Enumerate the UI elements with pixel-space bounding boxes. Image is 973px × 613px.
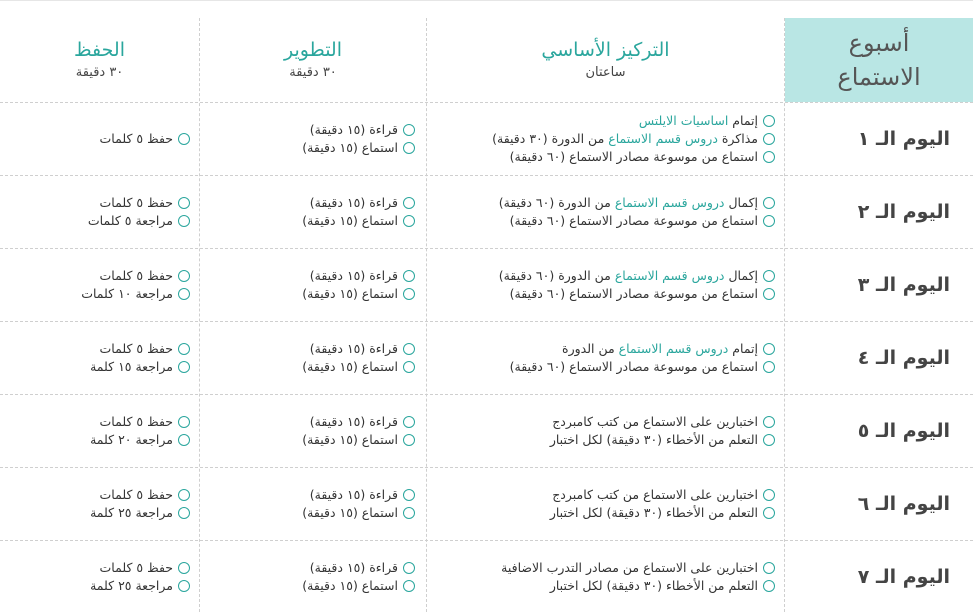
checkbox-circle-icon[interactable] [178,197,190,209]
task-text-part: من الدورة (٦٠ دقيقة) [498,194,615,210]
core-task [639,112,775,130]
task-text [510,358,758,376]
memorize-cell [10,394,190,467]
task-text: حفظ ٥ كلمات [99,340,173,356]
checkbox-circle-icon[interactable] [763,215,775,227]
task-text: قراءة (١٥ دقيقة) [309,486,398,502]
checkbox-circle-icon[interactable] [178,434,190,446]
task-text [552,413,758,431]
core-task [492,130,775,148]
memorize-cell [10,321,190,394]
task-text-part: إكمال [724,267,758,283]
task [310,559,415,577]
checkbox-circle-icon[interactable] [763,416,775,428]
task [100,340,190,358]
checkbox-circle-icon[interactable] [178,288,190,300]
task-text [510,285,758,303]
task-text: قراءة (١٥ دقيقة) [309,413,398,429]
task-text [550,577,758,595]
memorize-column-header [0,18,199,102]
task [302,577,415,595]
task [90,504,190,522]
week-header [785,18,973,102]
task-text-part: إتمام [728,112,758,128]
task-text: قراءة (١٥ دقيقة) [309,340,398,356]
task-text [639,112,758,130]
task [302,504,415,522]
task-text-part: استماع من موسوعة مصادر الاستماع (٦٠ دقيقة) [509,285,758,301]
development-column-header [200,18,426,102]
checkbox-circle-icon[interactable] [403,288,415,300]
checkbox-circle-icon[interactable] [178,507,190,519]
task-text: مراجعة ١٥ كلمة [90,358,173,374]
checkbox-circle-icon[interactable] [403,580,415,592]
development-cell [210,102,415,175]
task-text [562,340,758,358]
task-text-part: التعلم من الأخطاء (٣٠ دقيقة) لكل اختبار [549,577,758,593]
task-text: حفظ ٥ كلمات [99,194,173,210]
task-text: حفظ ٥ كلمات [99,413,173,429]
task-text-part: من الدورة (٦٠ دقيقة) [498,267,615,283]
day-label: اليوم الـ ٤ [857,346,950,369]
checkbox-circle-icon[interactable] [403,562,415,574]
task-link-text[interactable]: دروس قسم الاستماع [608,130,718,146]
core-cell [440,248,775,321]
task-text-part: اختبارين على الاستماع من كتب كامبردج [552,413,758,429]
top-border [0,0,973,1]
checkbox-circle-icon[interactable] [403,215,415,227]
checkbox-circle-icon[interactable] [403,361,415,373]
task [310,194,415,212]
development-cell [210,394,415,467]
task [100,559,190,577]
task [310,486,415,504]
checkbox-circle-icon[interactable] [403,124,415,136]
checkbox-circle-icon[interactable] [403,343,415,355]
core-task [510,285,775,303]
core-column-duration: ساعتان [585,65,626,80]
checkbox-circle-icon[interactable] [763,361,775,373]
checkbox-circle-icon[interactable] [763,133,775,145]
memorize-cell [10,467,190,540]
task [310,413,415,431]
day-label: اليوم الـ ٣ [857,273,950,296]
task-text: مراجعة ١٠ كلمات [81,285,173,301]
core-task [552,413,775,431]
checkbox-circle-icon[interactable] [763,197,775,209]
task-text [550,431,758,449]
checkbox-circle-icon[interactable] [403,416,415,428]
task-text: استماع (١٥ دقيقة) [302,577,398,593]
checkbox-circle-icon[interactable] [178,343,190,355]
checkbox-circle-icon[interactable] [763,151,775,163]
core-task [501,559,775,577]
core-task [562,340,775,358]
task [88,212,190,230]
core-task [550,504,775,522]
task-text: استماع (١٥ دقيقة) [302,285,398,301]
task [100,267,190,285]
task [310,267,415,285]
task-text-part: مذاكرة [717,130,758,146]
day-label: اليوم الـ ٧ [857,565,950,588]
day-label: اليوم الـ ٢ [857,200,950,223]
column-divider [199,18,200,612]
task [302,431,415,449]
task-text: استماع (١٥ دقيقة) [302,431,398,447]
task-text: مراجعة ٥ كلمات [87,212,173,228]
task-text-part: من الدورة (٣٠ دقيقة) [492,130,609,146]
task-text: مراجعة ٢٥ كلمة [90,577,173,593]
development-cell [210,248,415,321]
task [90,577,190,595]
checkbox-circle-icon[interactable] [763,270,775,282]
development-cell [210,540,415,613]
checkbox-circle-icon[interactable] [403,197,415,209]
task-text-part: استماع من موسوعة مصادر الاستماع (٦٠ دقيقة) [509,212,758,228]
task-text-part: إكمال [724,194,758,210]
task [310,121,415,139]
core-column-title: التركيز الأساسي [541,39,670,61]
checkbox-circle-icon[interactable] [763,507,775,519]
task-text [499,194,758,212]
checkbox-circle-icon[interactable] [763,115,775,127]
task-text [510,212,758,230]
task-text [550,504,758,522]
task [100,486,190,504]
core-cell [440,321,775,394]
checkbox-circle-icon[interactable] [403,489,415,501]
day-label: اليوم الـ ٦ [857,492,950,515]
task-text-part: إتمام [728,340,758,356]
task-text: مراجعة ٢٥ كلمة [90,504,173,520]
checkbox-circle-icon[interactable] [763,343,775,355]
task-text: حفظ ٥ كلمات [99,486,173,502]
memorize-cell [10,540,190,613]
task [100,413,190,431]
checkbox-circle-icon[interactable] [178,133,190,145]
checkbox-circle-icon[interactable] [178,215,190,227]
task-text [499,267,758,285]
task-text: قراءة (١٥ دقيقة) [309,559,398,575]
memorize-column-title: الحفظ [74,39,125,61]
development-cell [210,321,415,394]
core-task [499,267,775,285]
core-cell [440,394,775,467]
task-text-part: التعلم من الأخطاء (٣٠ دقيقة) لكل اختبار [549,504,758,520]
checkbox-circle-icon[interactable] [403,142,415,154]
core-task [510,212,775,230]
development-column-duration: ٣٠ دقيقة [289,65,337,80]
task-link-text[interactable]: دروس قسم الاستماع [618,340,729,356]
checkbox-circle-icon[interactable] [763,489,775,501]
task-text: حفظ ٥ كلمات [99,267,173,283]
core-task [550,431,775,449]
core-task [510,358,775,376]
core-cell [440,175,775,248]
memorize-cell [10,175,190,248]
task [90,358,190,376]
checkbox-circle-icon[interactable] [763,580,775,592]
task [100,194,190,212]
checkbox-circle-icon[interactable] [178,489,190,501]
task [100,130,190,148]
core-task [550,577,775,595]
task-text [501,559,758,577]
development-cell [210,175,415,248]
task-text-part: التعلم من الأخطاء (٣٠ دقيقة) لكل اختبار [549,431,758,447]
task-text: مراجعة ٢٠ كلمة [90,431,173,447]
task [310,340,415,358]
week-header-label: أسبوع الاستماع [837,29,921,91]
task [90,431,190,449]
core-cell [440,467,775,540]
task-text-part: استماع من موسوعة مصادر الاستماع (٦٠ دقيقة) [509,358,758,374]
checkbox-circle-icon[interactable] [763,434,775,446]
checkbox-circle-icon[interactable] [403,270,415,282]
task [302,358,415,376]
checkbox-circle-icon[interactable] [763,288,775,300]
core-cell [440,102,775,175]
column-divider [426,18,427,612]
task-text-part: من الدورة [562,340,619,356]
task-text: قراءة (١٥ دقيقة) [309,267,398,283]
core-task [499,194,775,212]
checkbox-circle-icon[interactable] [403,507,415,519]
development-column-title: التطوير [284,39,342,61]
task [81,285,190,303]
checkbox-circle-icon[interactable] [178,580,190,592]
day-label: اليوم الـ ١ [857,127,950,150]
task-text [552,486,758,504]
checkbox-circle-icon[interactable] [763,562,775,574]
task-text-part: اختبارين على الاستماع من كتب كامبردج [552,486,758,502]
task-link-text[interactable]: دروس قسم الاستماع [614,267,725,283]
task-text: استماع (١٥ دقيقة) [302,212,398,228]
task-text: حفظ ٥ كلمات [99,559,173,575]
day-label: اليوم الـ ٥ [857,419,950,442]
task [302,139,415,157]
memorize-cell [10,248,190,321]
checkbox-circle-icon[interactable] [178,361,190,373]
core-cell [440,540,775,613]
task [302,212,415,230]
task-text: استماع (١٥ دقيقة) [302,504,398,520]
task-text: قراءة (١٥ دقيقة) [309,194,398,210]
task-link-text[interactable]: دروس قسم الاستماع [614,194,725,210]
task-text [510,148,758,166]
task-text-part: اختبارين على الاستماع من مصادر التدرب الاضافية [501,559,758,575]
development-cell [210,467,415,540]
memorize-cell [10,102,190,175]
task-text: استماع (١٥ دقيقة) [302,358,398,374]
core-task [552,486,775,504]
memorize-column-duration: ٣٠ دقيقة [75,65,124,80]
checkbox-circle-icon[interactable] [178,562,190,574]
checkbox-circle-icon[interactable] [178,270,190,282]
core-task [510,148,775,166]
task [302,285,415,303]
checkbox-circle-icon[interactable] [403,434,415,446]
checkbox-circle-icon[interactable] [178,416,190,428]
task-text: قراءة (١٥ دقيقة) [309,121,398,137]
task-link-text[interactable]: اساسيات الايلتس [638,112,729,128]
task-text: استماع (١٥ دقيقة) [302,139,398,155]
task-text [492,130,758,148]
task-text: حفظ ٥ كلمات [99,130,173,146]
task-text-part: استماع من موسوعة مصادر الاستماع (٦٠ دقيقة) [509,148,758,164]
core-column-header [427,18,784,102]
